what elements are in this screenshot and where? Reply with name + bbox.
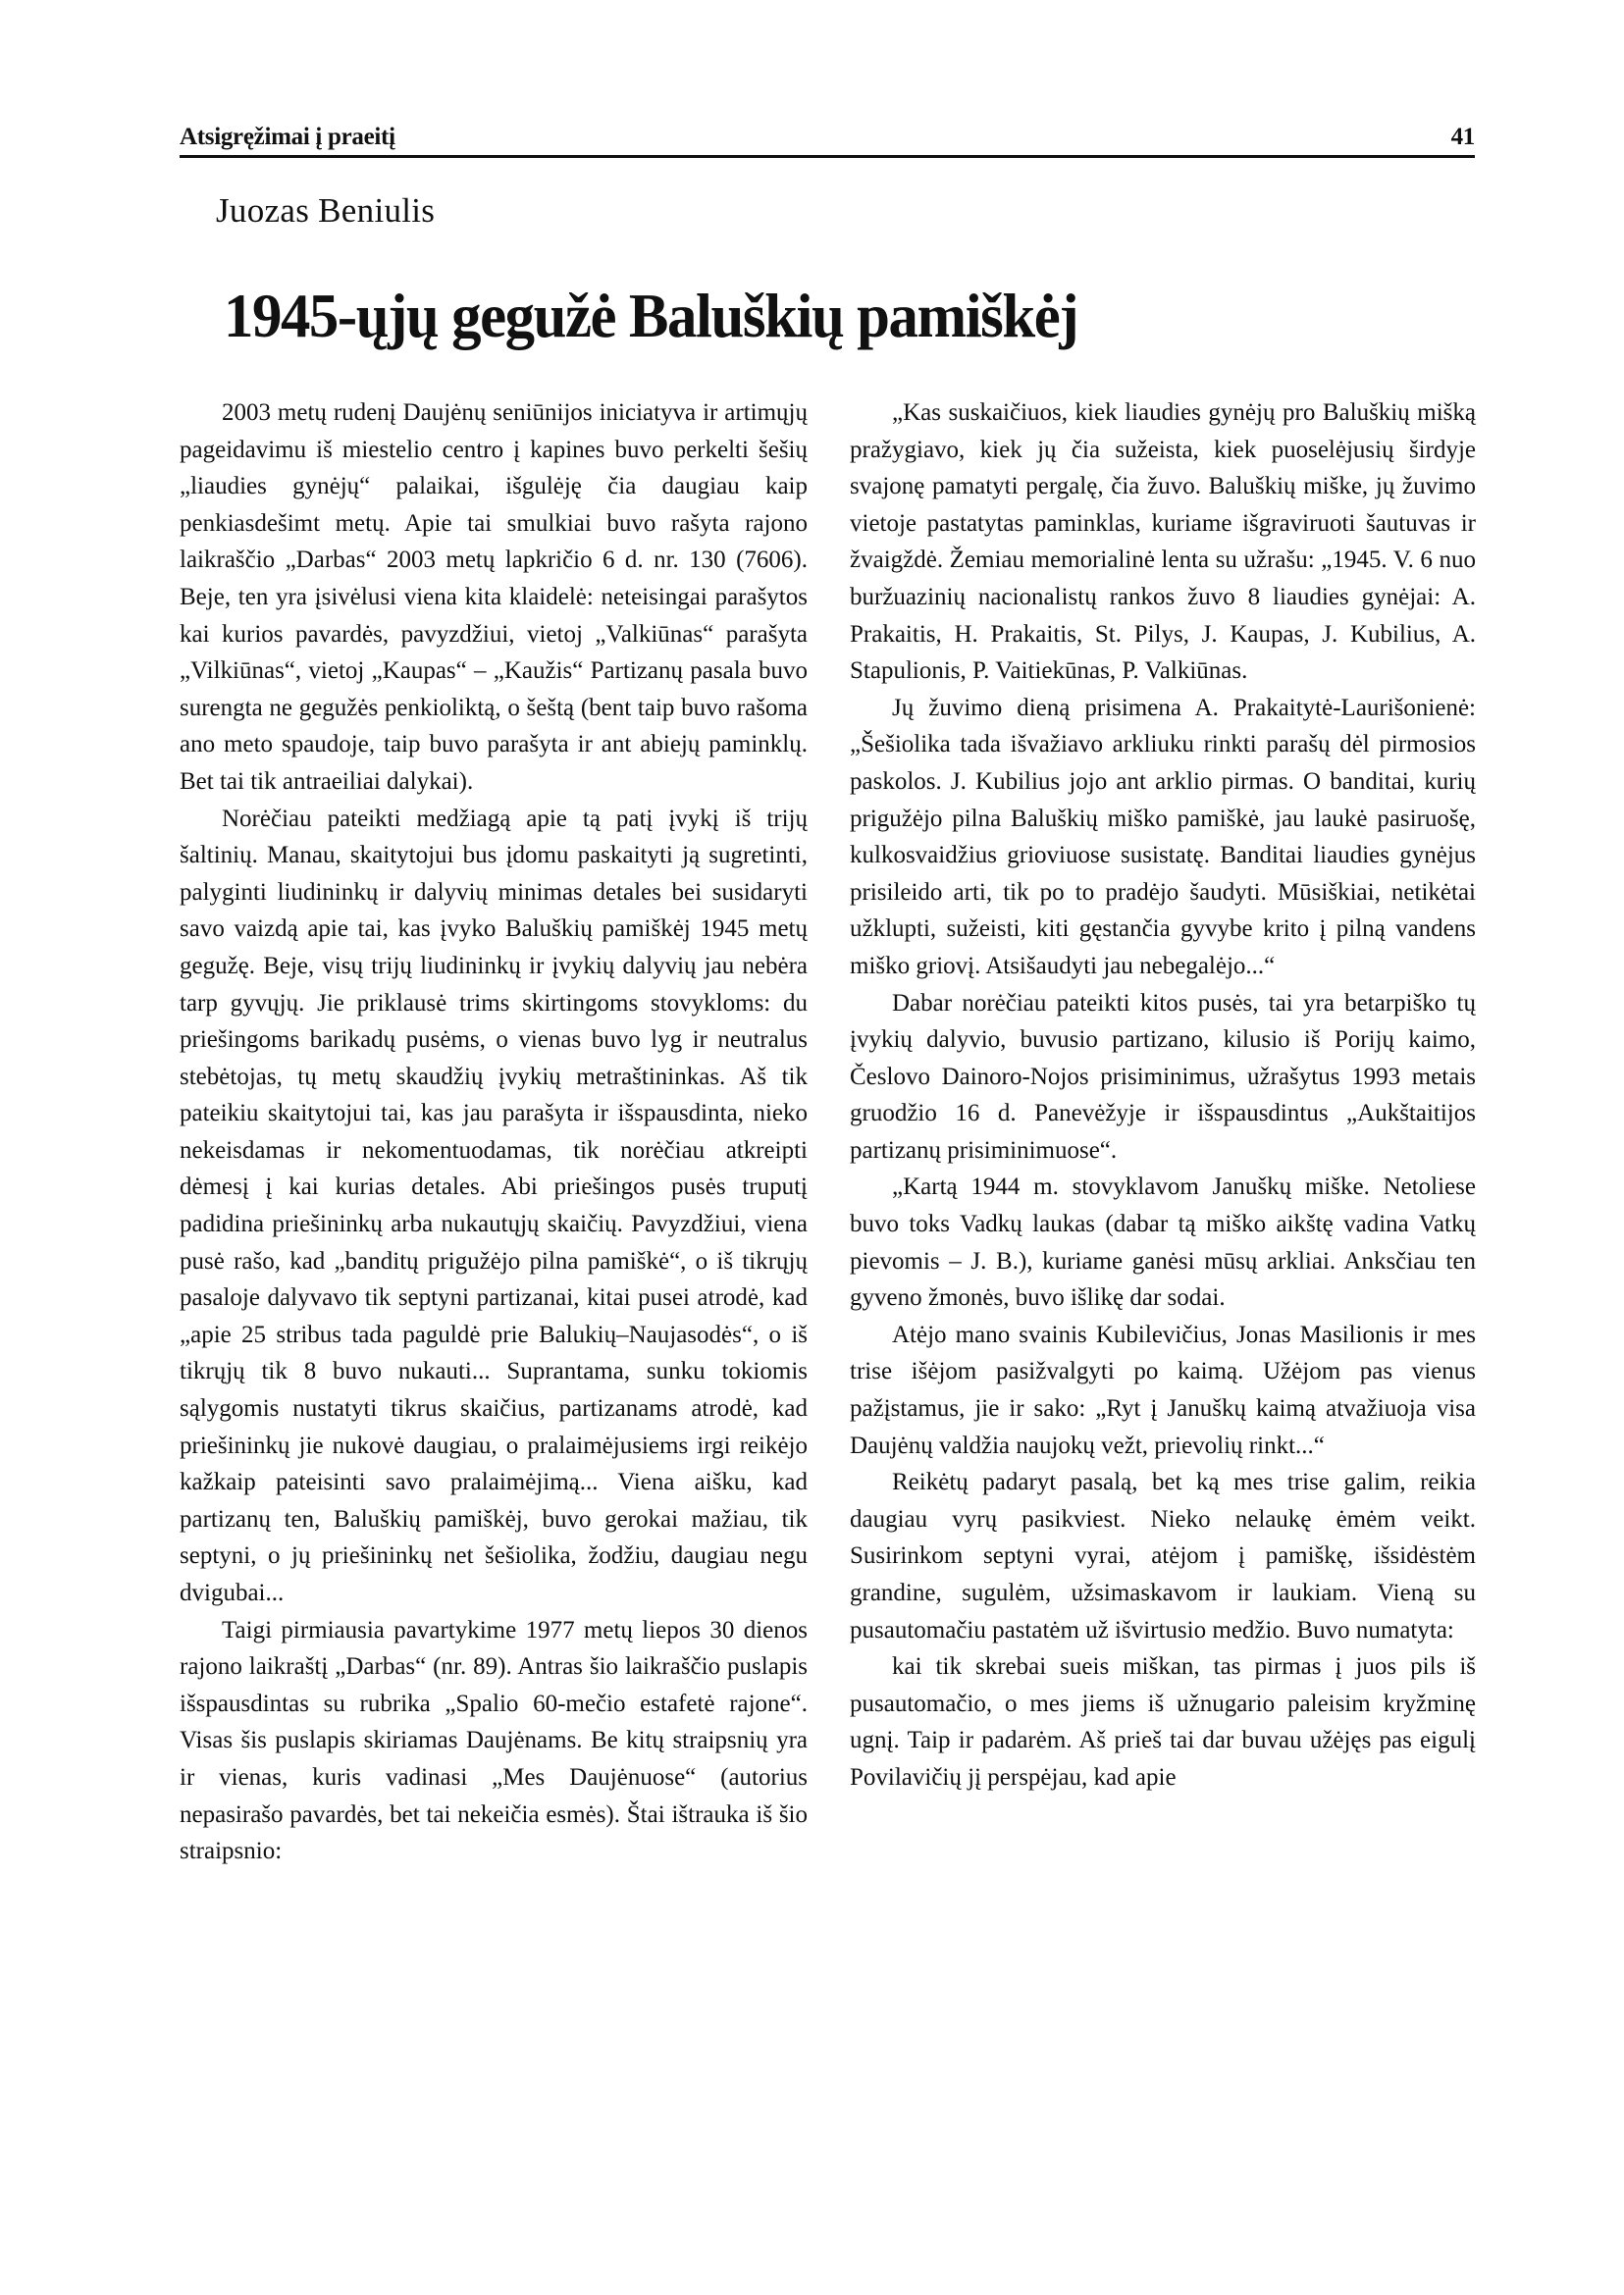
- left-column: [180, 394, 808, 1870]
- paragraph: Dabar norėčiau pateikti kitos pusės, tai yra betarpiško tų įvykių dalyvio, buvusio partizano, kilusio iš Porijų kaimo, Česlovo Dainoro-Nojos prisiminimus, užrašytus 1993 metais gruodžio 16 d. Panevėžyje ir išspausdintus „Aukštaitijos partizanų prisiminimuose“.: [850, 989, 1476, 1164]
- section-title: Atsigręžimai į praeitį: [180, 124, 395, 150]
- article-author: Juozas Beniulis: [216, 191, 436, 230]
- article-title: 1945-ųjų gegužė Baluškių pamiškėj: [224, 281, 1078, 350]
- quote-paragraph: „Kas suskaičiuos, kiek liaudies gynėjų pro Baluškių mišką pražygiavo, kiek jų čia sužeista, kiek puoselėjusių širdyje svajonę pamatyti pergalę, čia žuvo. Baluškių miške, jų žuvimo vietoje pastatytas paminklas, kuriame išgraviruoti šautuvas ir žvaigždė. Žemiau memorialinė lenta su užrašu: „1945. V. 6 nuo buržuazinių nacionalistų rankos žuvo 8 liaudies gynėjai: A. Prakaitis, H. Prakaitis, St. Pilys, J. Kaupas, J. Kubilius, A. Stapulionis, P. Vaitiekūnas, P. Valkiūnas.: [850, 399, 1476, 685]
- paragraph: Reikėtų padaryt pasalą, bet ką mes trise galim, reikia daugiau vyrų pasikviest. Nieko nelaukę ėmėm veikt. Susirinkom septyni vyrai, atėjom į pamiškę, išsidėstėm grandine, sugulėm, užsimaskavom ir laukiam. Vieną su pusautomačiu pastatėm už išvirtusio medžio. Buvo numatyta:: [850, 1469, 1476, 1643]
- paragraph: 2003 metų rudenį Daujėnų seniūnijos iniciatyva ir artimųjų pageidavimu iš miestelio centro į kapines buvo perkelti šešių „liaudies gynėjų“ palaikai, išgulėję čia daugiau kaip penkiasdešimt metų. Apie tai smulkiai buvo rašyta rajono laikraščio „Darbas“ 2003 metų lapkričio 6 d. nr. 130 (7606). Beje, ten yra įsivėlusi viena kita klaidelė: neteisingai parašytos kai kurios pavardės, pavyzdžiui, vietoj „Valkiūnas“ parašyta „Vilkiūnas“, vietoj „Kaupas“ – „Kaužis“ Partizanų pasala buvo surengta ne gegužės penkioliktą, o šeštą (bent taip buvo rašoma ano meto spaudoje, taip buvo parašyta ir ant abiejų paminklų. Bet tai tik antraeiliai dalykai).: [180, 399, 808, 795]
- paragraph: Taigi pirmiausia pavartykime 1977 metų liepos 30 dienos rajono laikraštį „Darbas“ (nr. 89). Antras šio laikraščio puslapis išspausdintas su rubrika „Spalio 60-mečio estafetė rajone“. Visas šis puslapis skiriamas Daujėnams. Be kitų straipsnių yra ir vienas, kuris vadinasi „Mes Daujėnuose“ (autorius nepasirašo pavardės, bet tai nekeičia esmės). Štai ištrauka iš šio straipsnio:: [180, 1616, 808, 1865]
- paragraph: Norėčiau pateikti medžiagą apie tą patį įvykį iš trijų šaltinių. Manau, skaitytojui bus įdomu paskaityti ją sugretinti, palyginti liudininkų ir dalyvių minimas detales bei susidaryti savo vaizdą apie tai, kas įvyko Baluškių pamiškėj 1945 metų gegužę. Beje, visų trijų liudininkų ir įvykių dalyvių jau nebėra tarp gyvųjų. Jie priklausė trims skirtingoms stovykloms: du priešingoms barikadų pusėms, o vienas buvo lyg ir neutralus stebėtojas, tų metų skaudžių įvykių metraštininkas. Aš tik pateikiu skaitytojui tai, kas jau parašyta ir išspausdinta, nieko nekeisdamas ir nekomentuodamas, tik norėčiau atkreipti dėmesį į kai kurias detales. Abi priešingos pusės truputį padidina priešininkų arba nukautųjų skaičių. Pavyzdžiui, viena pusė rašo, kad „banditų prigužėjo pilna pamiškė“, o iš tikrųjų pasaloje dalyvavo tik septyni partizanai, kitai pusei atrodė, kad „apie 25 stribus tada paguldė prie Balukių–Naujasodės“, o iš tikrųjų tik 8 buvo nukauti... Suprantama, sunku tokiomis sąlygomis nustatyti tikrus skaičius, partizanams atrodė, kad priešininkų jie nukovė daugiau, o pralaimėjusiems irgi reikėjo kažkaip pateisinti savo pralaimėjimą... Viena aišku, kad partizanų ten, Baluškių pamiškėj, buvo gerokai mažiau, tik septyni, o jų priešininkų net šešiolika, žodžiu, daugiau negu dvigubai...: [180, 805, 808, 1606]
- running-head: [180, 116, 1475, 151]
- page-number: 41: [1450, 124, 1475, 150]
- right-column: [850, 394, 1476, 1797]
- paragraph: Jų žuvimo dieną prisimena A. Prakaitytė-Laurišonienė: „Šešiolika tada išvažiavo arkliuku rinkti parašų dėl pirmosios paskolos. J. Kubilius jojo ant arklio pirmas. O banditai, kurių prigužėjo pilna Baluškių miško pamiškė, jau laukė pasiruošę, kulkosvaidžius grioviuose susistatę. Banditai liaudies gynėjus prisileido arti, tik po to pradėjo šaudyti. Mūsiškiai, netikėtai užklupti, sužeisti, kiti gęstančia gyvybe krito į pilną vandens miško griovį. Atsišaudyti jau nebegalėjo...“: [850, 694, 1476, 979]
- quote-paragraph: „Kartą 1944 m. stovyklavom Januškų miške. Netoliese buvo toks Vadkų laukas (dabar tą miško aikštę vadina Vatkų pievomis – J. B.), kuriame ganėsi mūsų arkliai. Anksčiau ten gyveno žmonės, buvo išlikę dar sodai.: [850, 1174, 1476, 1312]
- paragraph: Atėjo mano svainis Kubilevičius, Jonas Masilionis ir mes trise išėjom pasižvalgyti po kaimą. Užėjom pas vienus pažįstamus, jie ir sako: „Ryt į Januškų kaimą atvažiuoja visa Daujėnų valdžia naujokų vežt, prievolių rinkt...“: [850, 1321, 1476, 1459]
- paragraph: kai tik skrebai sueis miškan, tas pirmas į juos pils iš pusautomačio, o mes jiems iš užnugario paleisim kryžminę ugnį. Taip ir padarėm. Aš prieš tai dar buvau užėjęs pas eigulį Povilavičių jį perspėjau, kad apie: [850, 1653, 1476, 1791]
- header-rule: [180, 155, 1475, 158]
